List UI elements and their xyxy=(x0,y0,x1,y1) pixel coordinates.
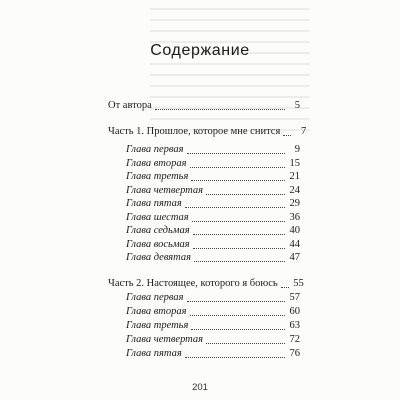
toc-entry-label: Глава пятая xyxy=(126,198,182,209)
toc-page-number: 29 xyxy=(289,198,300,209)
toc-page-number: 55 xyxy=(293,278,304,289)
dot-leader xyxy=(190,315,285,316)
toc-page-number: 44 xyxy=(289,238,300,250)
toc-page-number: 15 xyxy=(289,157,300,169)
dot-leader xyxy=(194,261,285,262)
toc-page-number: 72 xyxy=(289,334,300,345)
toc-entry-label: Глава вторая xyxy=(126,157,187,169)
toc-entry-label: Глава четвертая xyxy=(126,184,204,196)
toc-entry-label: От автора xyxy=(108,100,152,111)
toc-entry-label: Глава восьмая xyxy=(126,238,190,250)
dot-leader xyxy=(283,135,291,136)
toc-page-number: 76 xyxy=(289,348,300,359)
toc-entry-label: Глава четвертая xyxy=(126,334,204,345)
dot-leader xyxy=(206,343,285,344)
toc-page-number: 21 xyxy=(289,171,300,182)
toc-page-number: 7 xyxy=(301,126,307,137)
toc-page-number: 57 xyxy=(289,292,300,303)
toc-entry-label: Глава шестая xyxy=(126,211,189,223)
toc-page-number: 36 xyxy=(289,211,300,223)
toc-entry-chapter xyxy=(126,249,300,265)
toc-entry-label: Глава первая xyxy=(126,144,184,155)
toc-entry-label: Глава третья xyxy=(126,320,189,331)
toc-page-number: 24 xyxy=(289,184,300,196)
page-number: 201 xyxy=(192,382,208,393)
dot-leader xyxy=(187,301,285,302)
toc-entry-label: Глава первая xyxy=(126,292,184,303)
dot-leader xyxy=(185,357,285,358)
toc-entry-label: Глава седьмая xyxy=(126,225,190,236)
dot-leader xyxy=(281,287,289,288)
toc-entry-label: Глава пятая xyxy=(126,348,182,359)
dot-leader xyxy=(155,109,285,110)
dot-leader xyxy=(191,329,285,330)
page-title: Содержание xyxy=(150,42,250,59)
toc-page-number: 63 xyxy=(289,320,300,331)
toc-page-number: 60 xyxy=(289,306,300,317)
toc-entry-label: Глава вторая xyxy=(126,306,187,317)
toc-page-number: 5 xyxy=(294,100,300,111)
toc-entry-chapter xyxy=(126,345,300,361)
toc-entry-part-1 xyxy=(108,123,307,139)
toc-entry-label: Глава девятая xyxy=(126,252,191,263)
toc-entry-label: Часть 1. Прошлое, которое мне снится xyxy=(108,126,281,137)
toc-entry-foreword xyxy=(108,97,300,113)
toc-page-number: 47 xyxy=(289,252,300,263)
toc-page-number: 9 xyxy=(294,144,300,155)
toc-page-number: 40 xyxy=(289,225,300,236)
toc-entry-label: Глава третья xyxy=(126,171,189,182)
toc-entry-label: Часть 2. Настоящее, которого я боюсь xyxy=(108,278,278,289)
